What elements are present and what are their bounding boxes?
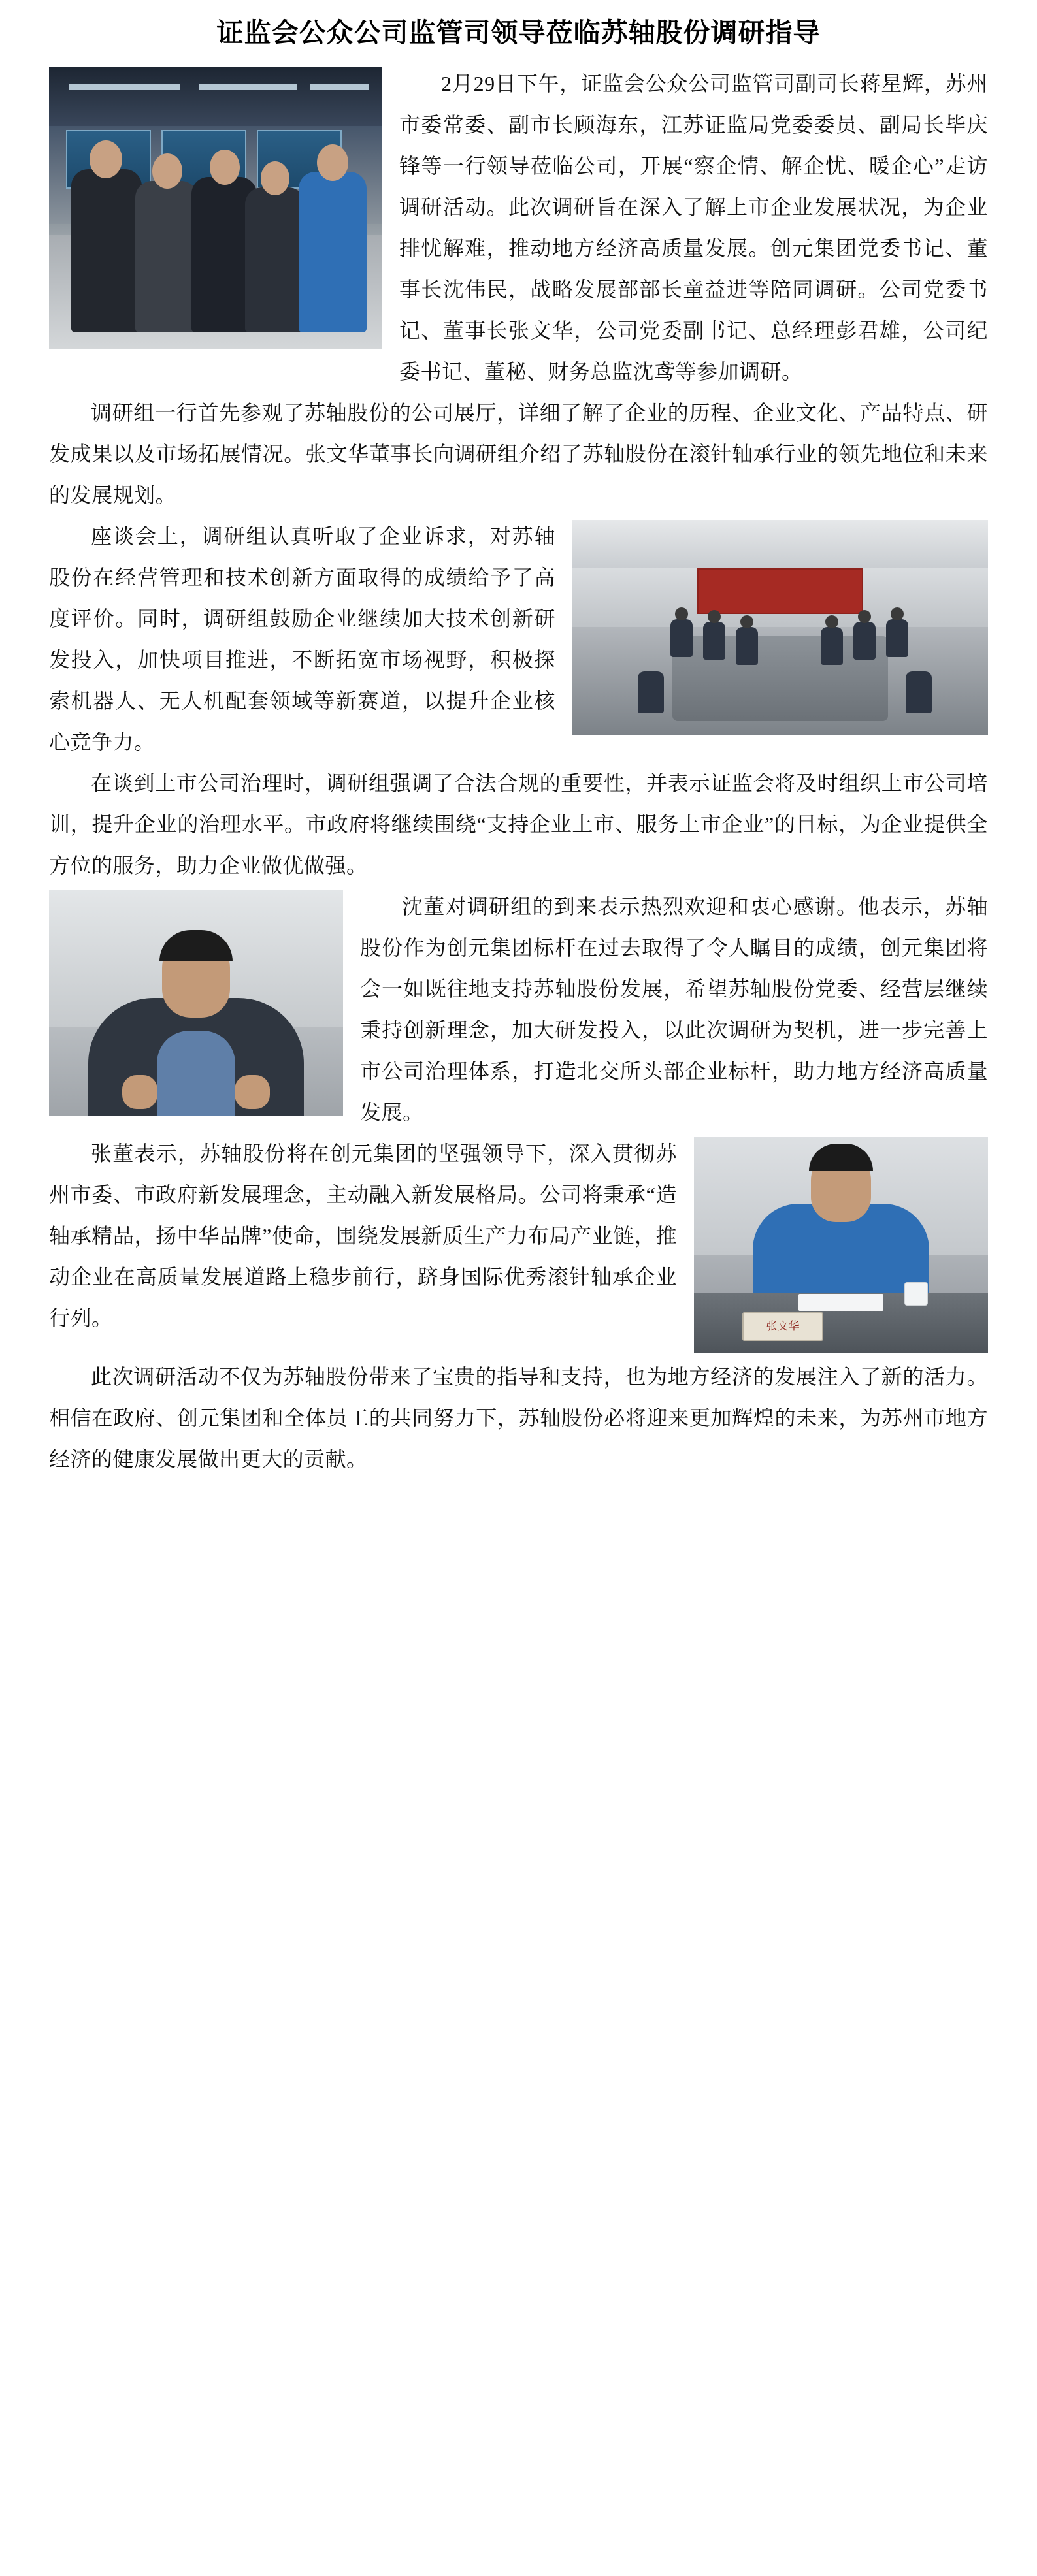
water-cup	[904, 1282, 928, 1306]
paragraph-3: 座谈会上，调研组认真听取了企业诉求，对苏轴股份在经营管理和技术创新方面取得的成绩给予了高度评价。同时，调研组鼓励企业继续加大技术创新研发投入，加快项目推进，不断拓宽市场视野，积极探索机器人、无人机配套领域等新赛道，以提升企业核心竞争力。	[49, 524, 555, 754]
photo-shen-speaking	[49, 890, 343, 1116]
person-head	[261, 161, 289, 195]
attendee	[886, 619, 908, 657]
paragraph-1: 2月29日下午，证监会公众公司监管司副司长蒋星辉，苏州市委常委、副市长顾海东，江苏证监局党委委员、副局长毕庆锋等一行领导莅临公司，开展“察企情、解企忧、暖企心”走访调研活动。此次调研旨在深入了解上市企业发展状况，为企业排忧解难，推动地方经济高质量发展。创元集团党委书记、董事长沈伟民，战略发展部部长童益进等陪同调研。公司党委书记、董事长张文华，公司党委副书记、总经理彭君雄，公司纪委书记、董秘、财务总监沈鸢等参加调研。	[399, 72, 988, 384]
meeting-banner	[697, 568, 863, 614]
paragraph-2: 调研组一行首先参观了苏轴股份的公司展厅，详细了解了企业的历程、企业文化、产品特点、研发成果以及市场拓展情况。张文华董事长向调研组介绍了苏轴股份在滚针轴承行业的领先地位和未来的发展规划。	[49, 401, 988, 507]
ceiling-light	[310, 84, 369, 90]
hall-ceiling	[49, 67, 382, 126]
photo-symposium-meeting-room	[572, 520, 988, 735]
attendee	[906, 671, 932, 713]
attendee	[638, 671, 664, 713]
person-figure-blue-uniform	[299, 172, 367, 332]
paragraph-7: 此次调研活动不仅为苏轴股份带来了宝贵的指导和支持，也为地方经济的发展注入了新的活力。相信在政府、创元集团和全体员工的共同努力下，苏轴股份必将迎来更加辉煌的未来，为苏州市地方经济的健康发展做出更大的贡献。	[49, 1365, 988, 1472]
meeting-ceiling	[572, 520, 988, 568]
person-figure	[135, 181, 198, 332]
attendee	[736, 627, 758, 665]
person-shirt	[157, 1031, 235, 1116]
photo-leaders-exhibition-hall	[49, 67, 382, 349]
ceiling-light	[69, 84, 180, 90]
attendee	[703, 622, 725, 660]
section-shen-remarks	[49, 886, 988, 1133]
section-zhang-remarks	[49, 1133, 988, 1357]
bottom-spacer	[49, 1480, 988, 1500]
ceiling-light	[199, 84, 297, 90]
person-figure	[245, 187, 305, 332]
attendee	[853, 622, 876, 660]
person-head	[210, 150, 240, 185]
person-head	[152, 153, 182, 189]
person-figure	[71, 169, 142, 332]
person-head	[317, 144, 348, 181]
section-intro	[49, 63, 988, 393]
person-hand	[122, 1075, 157, 1109]
section-symposium	[49, 516, 988, 763]
person-hand	[235, 1075, 270, 1109]
person-head	[90, 140, 122, 178]
document-on-table	[798, 1294, 883, 1311]
nameplate: 张文华	[742, 1312, 823, 1341]
paragraph-5: 沈董对调研组的到来表示热烈欢迎和衷心感谢。他表示，苏轴股份作为创元集团标杆在过去取得了令人瞩目的成绩，创元集团将会一如既往地支持苏轴股份发展，希望苏轴股份党委、经营层继续秉持创新理念，加大研发投入，以此次调研为契机，进一步完善上市公司治理体系，打造北交所头部企业标杆，助力地方经济高质量发展。	[360, 895, 988, 1125]
page-title: 证监会公众公司监管司领导莅临苏轴股份调研指导	[216, 18, 821, 48]
attendee	[821, 627, 843, 665]
paragraph-6: 张董表示，苏轴股份将在创元集团的坚强领导下，深入贯彻苏州市委、市政府新发展理念，主动融入新发展格局。公司将秉承“造轴承精品，扬中华品牌”使命，围绕发展新质生产力布局产业链，推动企业在高质量发展道路上稳步前行，跻身国际优秀滚针轴承企业行列。	[49, 1142, 677, 1330]
photo-zhang-speaking	[694, 1137, 988, 1353]
attendee	[670, 619, 693, 657]
paragraph-4: 在谈到上市公司治理时，调研组强调了合法合规的重要性，并表示证监会将及时组织上市公司培训，提升企业的治理水平。市政府将继续围绕“支持企业上市、服务上市企业”的目标，为企业提供全方位的服务，助力企业做优做强。	[49, 771, 988, 878]
